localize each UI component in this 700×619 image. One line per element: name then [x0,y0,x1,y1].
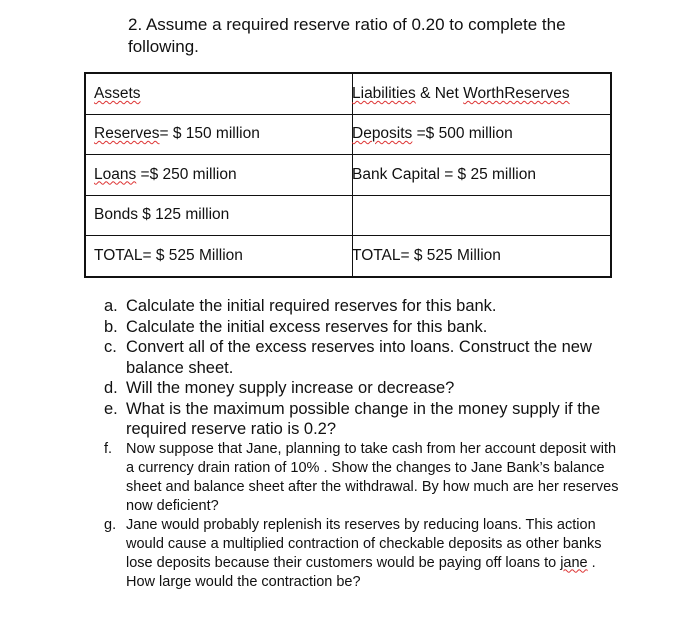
jane-word: jane [560,554,588,571]
question-g [104,516,624,592]
question-label: d. [104,379,118,397]
question-d [104,378,624,399]
table-total-row [86,235,610,276]
question-label: g. [104,516,117,533]
question-label: f. [104,440,113,457]
question-text-part: Jane would probably replenish its reserves by reducing loans. This action would cause a multiplied contraction of checkable deposits as other banks lose deposits because their customers would be paying off loans to [126,516,602,571]
reserves-cell [86,114,353,154]
question-text: Calculate the initial required reserves for this bank. [126,297,497,315]
table-header-row [86,74,610,115]
question-label: a. [104,297,118,315]
total-assets-cell: TOTAL= $ 525 Million [86,235,353,276]
question-text: Will the money supply increase or decrease? [126,379,455,397]
question-list [104,296,624,592]
question-label: e. [104,399,118,418]
deposits-label: Deposits [352,125,413,142]
loans-label: Loans [94,165,137,183]
balance-sheet-table [84,72,612,278]
question-label: b. [104,317,118,336]
bonds-cell: Bonds $ 125 million [86,195,353,235]
question-e [104,399,624,440]
question-text: What is the maximum possible change in the money supply if the required reserve ratio is 0.2? [126,399,601,438]
empty-cell [346,195,610,235]
question-text: Calculate the initial excess reserves for this bank. [126,317,488,336]
question-text: Now suppose that Jane, planning to take cash from her account deposit with a currency drain ration of 10% . Show the changes to Jane Bank’s balance sheet and balance sheet after the withdrawal. By how much are her reserves now deficient? [126,440,619,514]
total-liabilities-cell: TOTAL= $ 525 Million [352,246,501,264]
net-word: & Net [415,85,464,102]
table-row [86,114,610,155]
header-liabilities [346,74,610,114]
liabilities-word: Liabilities [352,85,416,102]
worthreserves-word: WorthReserves [463,85,570,102]
question-c [104,337,624,378]
problem-intro: 2. Assume a required reserve ratio of 0.20 to complete the following. [128,15,566,56]
reserves-label: Reserves [94,125,160,142]
deposits-cell [346,114,610,154]
loans-cell [86,154,353,195]
table-row [86,195,610,236]
question-a [104,296,624,317]
table-row [86,154,610,196]
question-text-part: . How large would the contraction be? [126,554,596,590]
question-b [104,317,624,338]
question-label: c. [104,338,117,356]
deposits-value: =$ 500 million [412,125,513,142]
loans-value: =$ 250 million [136,165,237,183]
bank-capital-cell: Bank Capital = $ 25 million [352,165,536,183]
assets-label: Assets [94,85,141,102]
header-assets [86,74,353,114]
question-text: Convert all of the excess reserves into loans. Construct the new balance sheet. [126,338,592,377]
reserves-value: = $ 150 million [159,125,260,142]
question-f [104,440,624,516]
question-text [126,517,602,590]
